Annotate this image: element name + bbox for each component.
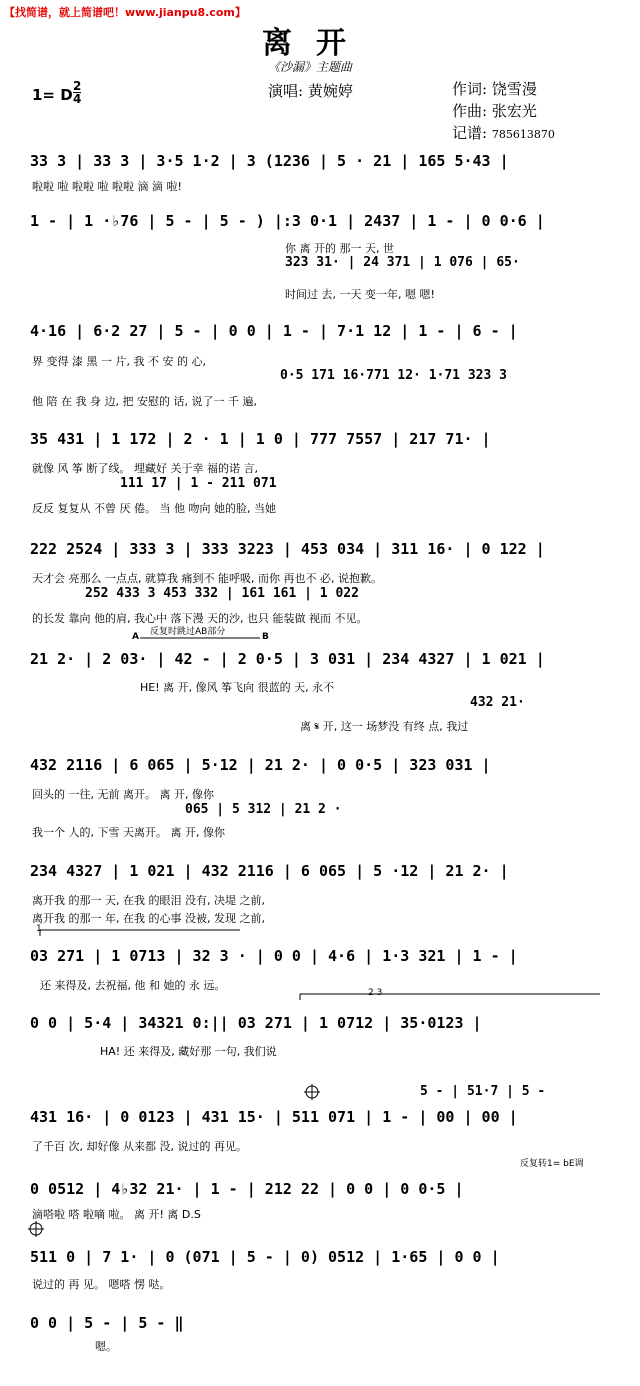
- lyric-line-3-1: 界 变得 漆 黑 一 片, 我 不 安 的 心,: [32, 355, 206, 368]
- notation-line-5: 222 2524 | 333 3 | 333 3223 | 453 034 | 311 16· | 0 122 |: [30, 540, 545, 558]
- notation-line-2: 1 - | 1 ·♭76 | 5 - | 5 - ) |:3 0·1 | 2437 | 1 - | 0 0·6 |: [30, 212, 545, 230]
- song-subtitle: 《沙漏》主题曲: [268, 60, 353, 74]
- lyric-line-7-1: 回头的 一往, 无前 离开。 离 开, 像你: [32, 788, 214, 801]
- lyric-line-14-1: 嗯。: [95, 1340, 117, 1353]
- notation-line-10: 0 0 | 5·4 | 34321 0:|| 03 271 | 1 0712 | 35·0123 |: [30, 1014, 482, 1032]
- lyric-line-8-1: 离开我 的那一 天, 在我 的眼泪 没有, 决堤 之前,: [32, 894, 265, 907]
- lyric-line-4-1: 就像 风 筝 断了线。 埋藏好 关于幸 福的诺 言,: [32, 462, 258, 475]
- notation-line-7: 432 2116 | 6 065 | 5·12 | 21 2· | 0 0·5 | 323 031 |: [30, 756, 491, 774]
- lyric-line-2-3: 时间过 去, 一天 变一年, 嗯 嗯!: [285, 288, 435, 301]
- mark-a: A: [132, 632, 139, 642]
- notation-line-12: 0 0512 | 4♭32 21· | 1 - | 212 22 | 0 0 | 0 0·5 |: [30, 1180, 464, 1198]
- mark-b: B: [262, 632, 269, 642]
- lyric-line-3-3: 他 陪 在 我 身 边, 把 安慰的 话, 说了一 千 遍,: [32, 395, 257, 408]
- lyric-line-11-2: 了千百 次, 却好像 从来都 没, 说过的 再见。: [32, 1140, 247, 1153]
- alt-notation-7-2: 065 | 5 312 | 21 2 ·: [185, 802, 342, 817]
- volta-1: 1: [36, 924, 42, 934]
- notation-line-11: 431 16· | 0 0123 | 431 15· | 511 071 | 1 - | 00 | 00 |: [30, 1108, 518, 1126]
- song-title: 离开: [262, 26, 370, 61]
- singer-credit: 演唱: 黄婉婷: [268, 82, 353, 100]
- key-change-note: 反复转1= bE调: [520, 1159, 584, 1169]
- notation-line-9: 03 271 | 1 0713 | 32 3 · | 0 0 | 4·6 | 1·3 321 | 1 - |: [30, 947, 518, 965]
- lyric-line-5-1: 天才会 亮那么 一点点, 就算我 痛到不 能呼吸, 而你 再也不 必, 说抱歉。: [32, 572, 382, 585]
- lyric-line-13-1: 说过的 再 见。 嗯嗒 愣 哒。: [32, 1278, 171, 1291]
- alt-notation-2-2: 323 31· | 24 371 | 1 076 | 65·: [285, 255, 520, 270]
- alt-notation-6-2: 432 21·: [470, 695, 525, 710]
- notation-line-8: 234 4327 | 1 021 | 432 2116 | 6 065 | 5 ·12 | 21 2· |: [30, 862, 509, 880]
- lyric-line-10-1: HA! 还 来得及, 藏好那 一句, 我们说: [100, 1045, 277, 1058]
- alt-notation-11-1: 5 - | 51·7 | 5 -: [420, 1084, 546, 1099]
- notation-line-13: 511 0 | 7 1· | 0 (071 | 5 - | 0) 0512 | 1·65 | 0 0 |: [30, 1248, 500, 1266]
- lyric-line-1-1: 啦啦 啦 啦啦 啦 啦啦 滴 滴 啦!: [32, 180, 182, 193]
- transcriber-id: 785613870: [491, 128, 555, 141]
- notation-line-3: 4·16 | 6·2 27 | 5 - | 0 0 | 1 - | 7·1 12 | 1 - | 6 - |: [30, 322, 518, 340]
- lyric-line-4-3: 反反 复复从 不曾 厌 倦。 当 他 吻向 她的脸, 当她: [32, 502, 276, 515]
- notation-line-14: 0 0 | 5 - | 5 - ‖: [30, 1314, 184, 1332]
- lyric-line-6-3: 离 𝄋 开, 这一 场梦没 有终 点, 我过: [300, 720, 469, 733]
- meter-top: 2: [73, 79, 82, 93]
- lyric-line-8-2: 离开我 的那一 年, 在我 的心事 没被, 发现 之前,: [32, 912, 265, 925]
- transcriber-label: 记谱:: [452, 124, 488, 142]
- lyric-line-12-1: 滴嗒啦 嗒 啦嘀 啦。 离 开! 离 D.S: [32, 1208, 201, 1221]
- notation-line-4: 35 431 | 1 172 | 2 · 1 | 1 0 | 777 7557 | 217 71· |: [30, 430, 491, 448]
- volta-23: 2 3: [368, 988, 383, 998]
- lyric-line-9-1: 还 来得及, 去祝福, 他 和 她的 永 远。: [40, 979, 226, 992]
- key-signature: 1= D: [32, 86, 73, 104]
- site-banner[interactable]: 【找简谱，就上简谱吧！www.jianpu8.com】: [4, 6, 246, 19]
- alt-notation-4-2: 111 17 | 1 - 211 071: [120, 476, 277, 491]
- composer-credit: 作曲: 张宏光: [452, 102, 537, 120]
- lyric-line-6-1: HE! 离 开, 像风 筝飞向 很蓝的 天, 永不: [140, 681, 335, 694]
- alt-notation-5-2: 252 433 3 453 332 | 161 161 | 1 022: [85, 586, 359, 601]
- meter-bottom: 4: [73, 92, 82, 106]
- notation-line-6: 21 2· | 2 03· | 42 - | 2 0·5 | 3 031 | 234 4327 | 1 021 |: [30, 650, 545, 668]
- lyric-line-7-3: 我一个 人的, 下雪 天离开。 离 开, 像你: [32, 826, 225, 839]
- lyricist-credit: 作词: 饶雪漫: [452, 80, 537, 98]
- notation-line-1: 33 3 | 33 3 | 3·5 1·2 | 3 (1236 | 5 · 21 | 165 5·43 |: [30, 152, 509, 170]
- alt-notation-3-2: 0·5 171 16·771 12· 1·71 323 3: [280, 368, 507, 383]
- lyric-line-2-1: 你 离 开的 那一 天, 世: [285, 242, 394, 255]
- lyric-line-5-3: 的长发 靠向 他的肩, 我心中 落下漫 天的沙, 也只 能装做 视而 不见。: [32, 612, 368, 625]
- repeat-skip-note: 反复时跳过AB部分: [150, 627, 226, 637]
